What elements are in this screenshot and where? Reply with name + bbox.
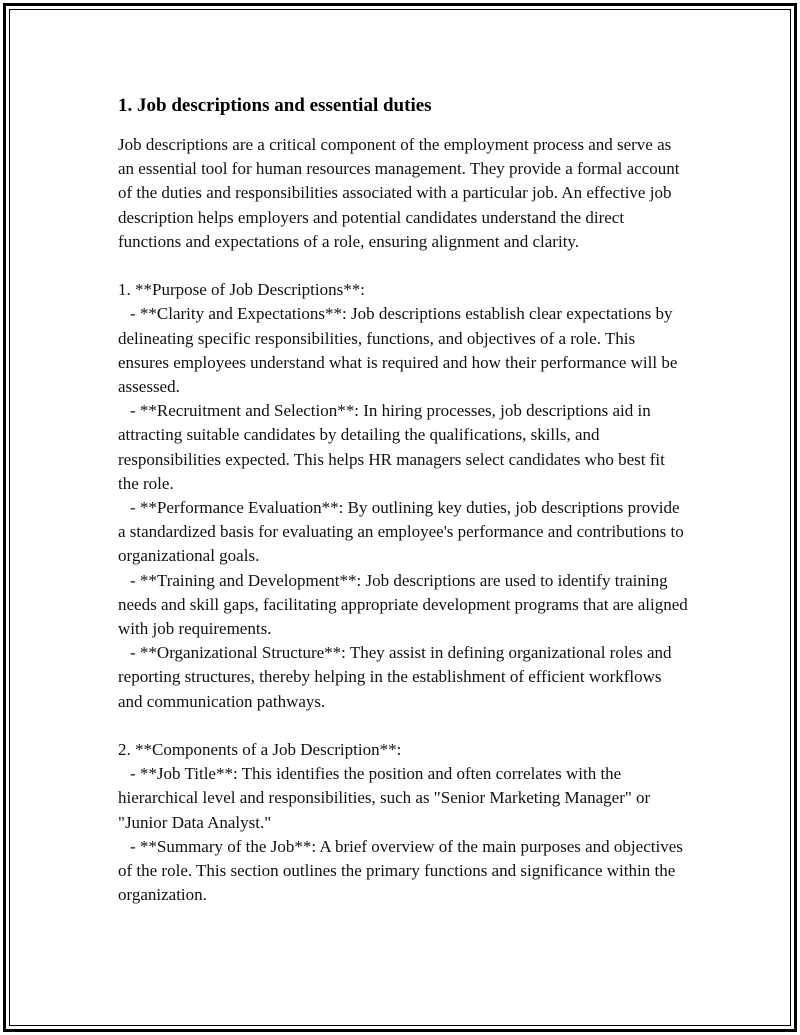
list-item (118, 641, 688, 714)
section-heading: 1. Job descriptions and essential duties (118, 95, 432, 116)
list-item (118, 399, 688, 496)
section-purpose (118, 278, 688, 714)
section-components (118, 738, 688, 907)
list-item-text: - **Summary of the Job**: A brief overview of the main purposes and objectives of the role. This section outlines the primary functions and significance within the organization. (118, 836, 683, 905)
list-item (118, 496, 688, 569)
list-item-text: - **Recruitment and Selection**: In hiring processes, job descriptions aid in attracting suitable candidates by detailing the qualifications, skills, and responsibilities expected. This helps HR managers select candidates who best fit the role. (118, 401, 665, 493)
list-item-text: - **Performance Evaluation**: By outlining key duties, job descriptions provide a standardized basis for evaluating an employee's performance and contributions to organizational goals. (118, 498, 684, 566)
list-item (118, 302, 688, 399)
list-item-text: - **Job Title**: This identifies the position and often correlates with the hierarchical level and responsibilities, such as "Senior Marketing Manager" or "Junior Data Analyst." (118, 764, 651, 832)
list-item-text: - **Clarity and Expectations**: Job descriptions establish clear expectations by delineating specific responsibilities, functions, and objectives of a role. This ensures employees understand what is required and how their performance will be assessed. (118, 304, 678, 397)
list-item-text: - **Organizational Structure**: They assist in defining organizational roles and reporting structures, thereby helping in the establishment of efficient workflows and communication pathways. (118, 643, 672, 711)
intro-paragraph: Job descriptions are a critical component of the employment process and serve as an essential tool for human resources management. They provide a formal account of the duties and responsibilities associated with a particular job. An effective job description helps employers and potential candidates understand the direct functions and expectations of a role, ensuring alignment and clarity. (118, 135, 680, 251)
list-item-text: - **Training and Development**: Job descriptions are used to identify training needs and skill gaps, facilitating appropriate development programs that are aligned with job requirements. (118, 570, 688, 639)
list-item (118, 569, 688, 642)
section-title-components: 2. **Components of a Job Description**: (118, 740, 402, 760)
document-body (118, 93, 688, 907)
list-item (118, 762, 688, 835)
section-title-purpose: 1. **Purpose of Job Descriptions**: (118, 280, 365, 300)
list-item (118, 835, 688, 908)
